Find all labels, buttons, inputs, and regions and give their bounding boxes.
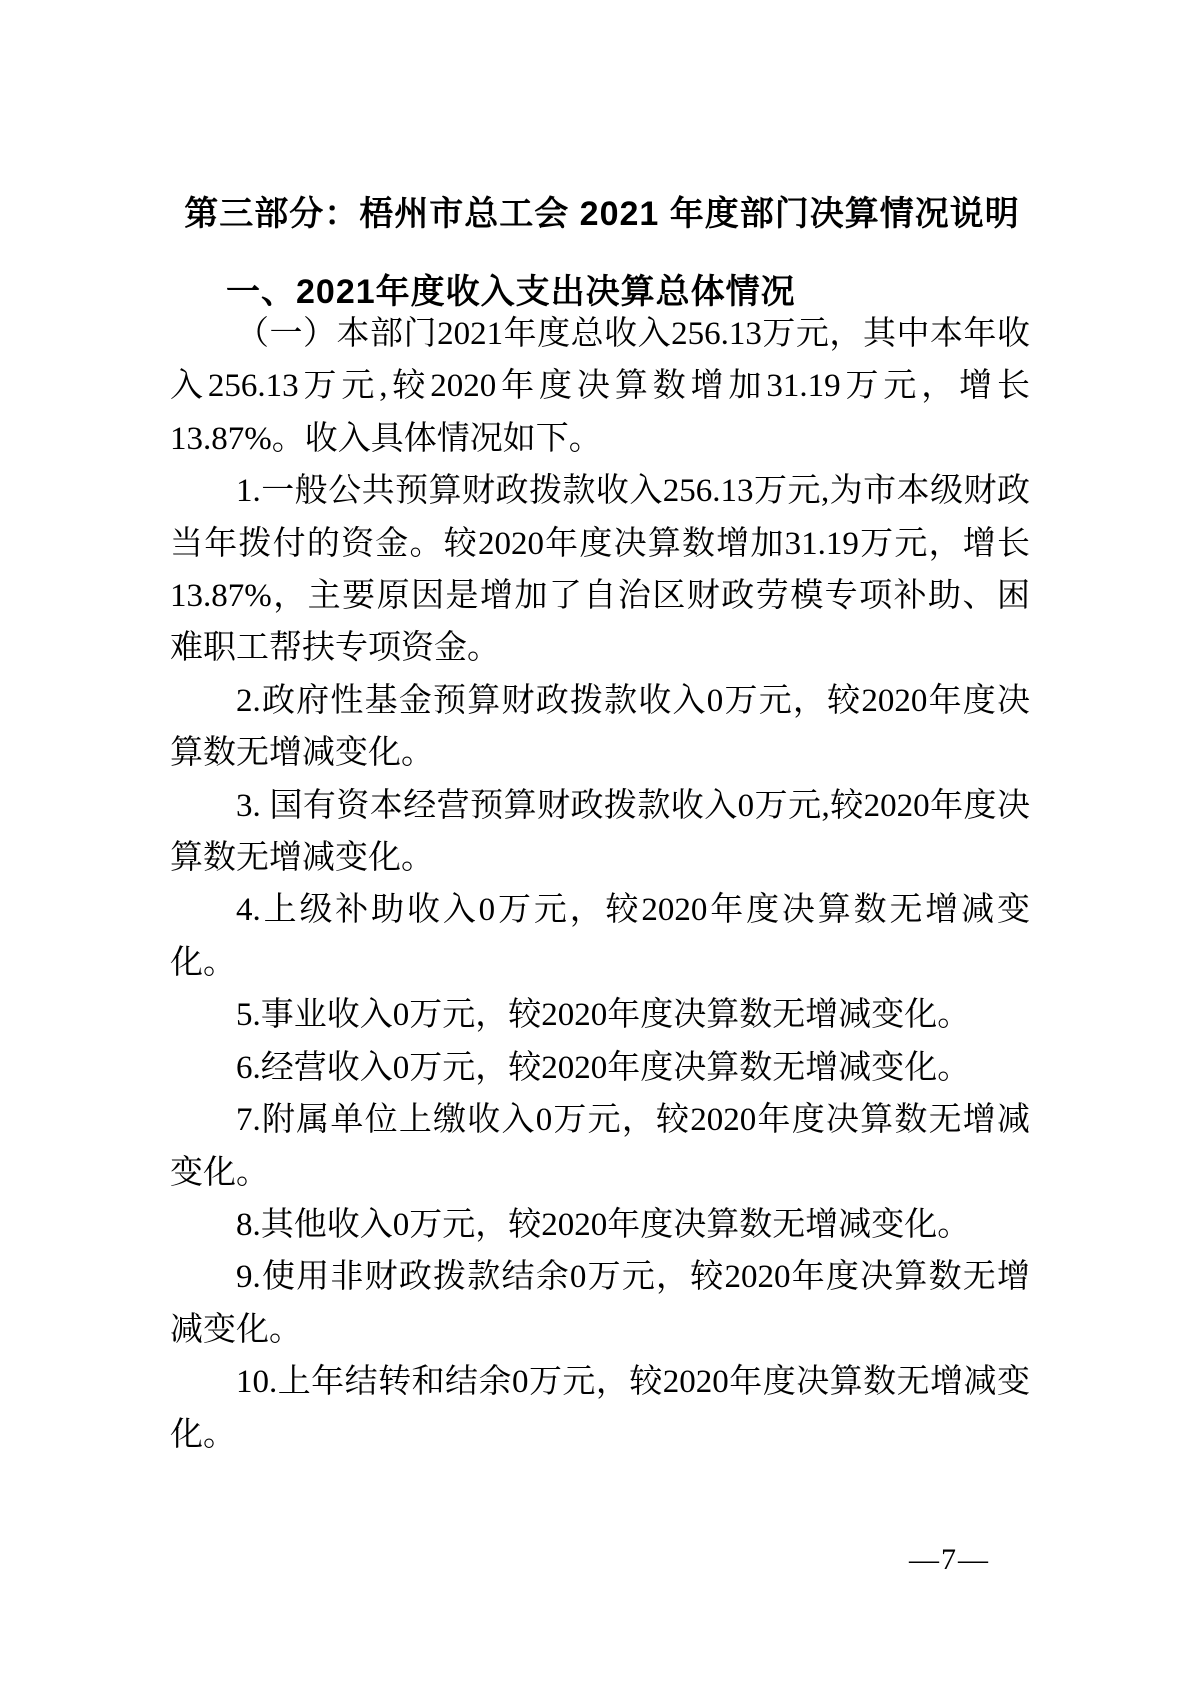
- paragraph: 1.一般公共预算财政拨款收入256.13万元,为市本级财政当年拨付的资金。较2020年度决算数增加31.19万元，增长13.87%，主要原因是增加了自治区财政劳模专项补助、困难职工帮扶专项资金。: [170, 473, 1030, 667]
- paragraph: （一）本部门2021年度总收入256.13万元，其中本年收入256.13万元,较2020年度决算数增加31.19万元，增长13.87%。收入具体情况如下。: [170, 316, 1030, 457]
- paragraph: 5.事业收入0万元，较2020年度决算数无增减变化。: [236, 997, 971, 1034]
- document-body: [170, 308, 1030, 1461]
- paragraph: 7.附属单位上缴收入0万元，较2020年度决算数无增减变化。: [170, 1102, 1030, 1191]
- page-number: —7—: [909, 1543, 990, 1576]
- paragraph: 2.政府性基金预算财政拨款收入0万元，较2020年度决算数无增减变化。: [170, 682, 1030, 772]
- document-title: 第三部分：梧州市总工会 2021 年度部门决算情况说明: [184, 195, 1020, 233]
- section-heading: 一、2021年度收入支出决算总体情况: [226, 273, 796, 311]
- paragraph: 6.经营收入0万元，较2020年度决算数无增减变化。: [236, 1049, 971, 1086]
- paragraph: 8.其他收入0万元，较2020年度决算数无增减变化。: [236, 1206, 971, 1243]
- paragraph: 4.上级补助收入0万元，较2020年度决算数无增减变化。: [170, 892, 1030, 981]
- paragraph: 3. 国有资本经营预算财政拨款收入0万元,较2020年度决算数无增减变化。: [170, 787, 1030, 877]
- paragraph: 9.使用非财政拨款结余0万元，较2020年度决算数无增减变化。: [170, 1259, 1030, 1348]
- paragraph: 10.上年结转和结余0万元，较2020年度决算数无增减变化。: [170, 1364, 1030, 1453]
